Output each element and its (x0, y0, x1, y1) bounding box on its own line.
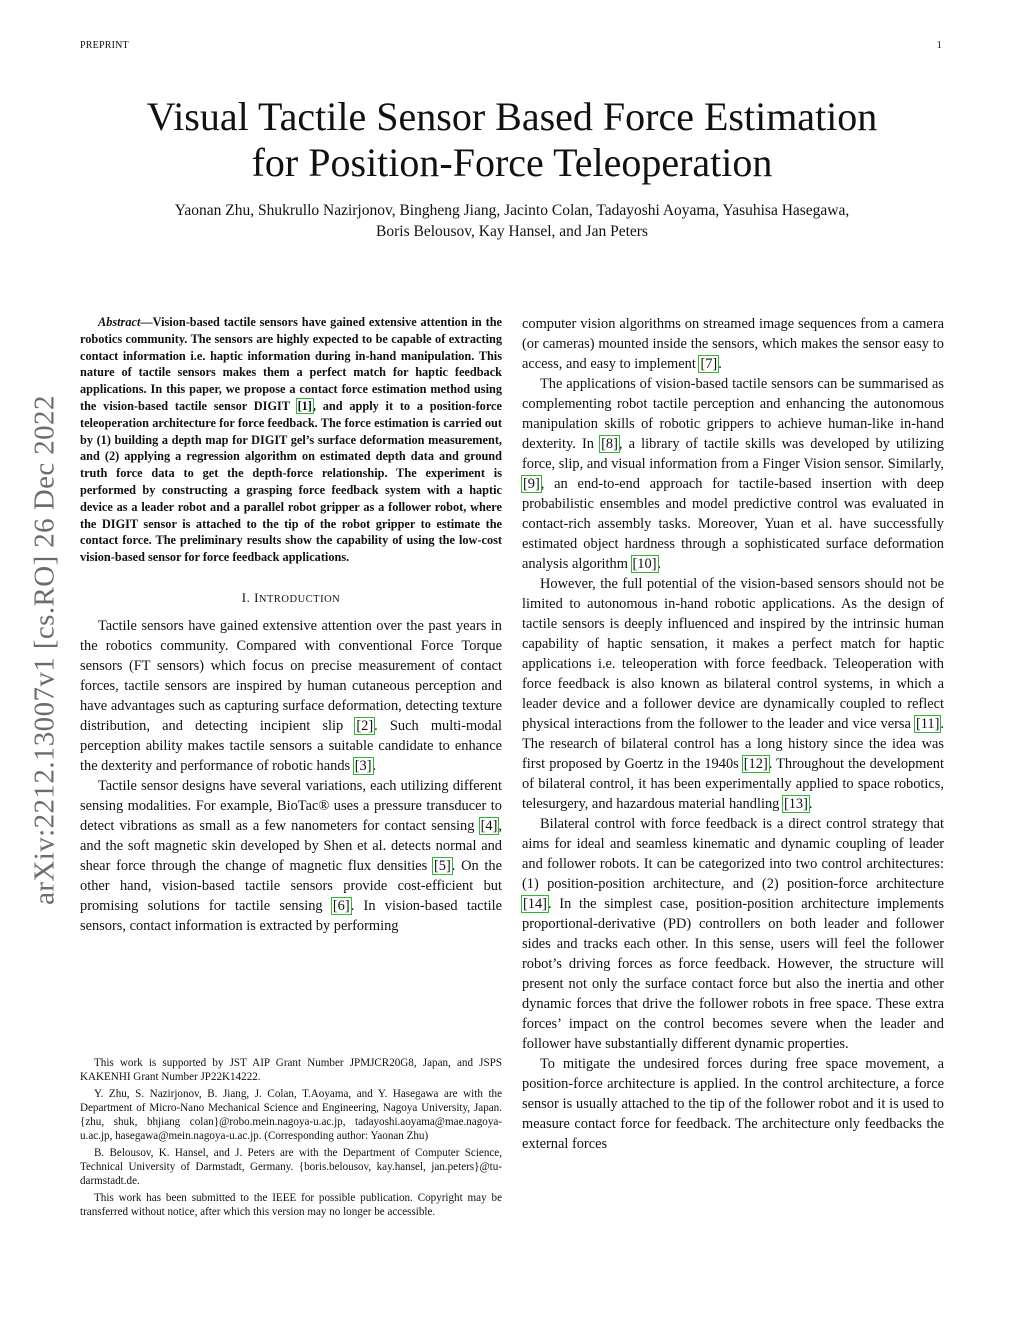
paragraph (522, 314, 944, 374)
citation-link[interactable]: [1] (297, 398, 312, 413)
title-line-2: for Position-Force Teleoperation (251, 140, 773, 185)
footnotes (80, 1056, 502, 1222)
text-run: . In the simplest case, position-position architecture implements proportional-derivative (PD) controllers on both leader and follower sides and tracks each other. In this sense, users will feel the follower robot’s driving forces as force feedback. However, the structure will present not only the surface contact force but also the inertia and other dynamic forces that drive the follower robots in free space. These extra forces’ impact on the control becomes severe when the leader and follower have substantially different dynamic properties. (522, 896, 944, 1052)
footnote-affiliation-nagoya: Y. Zhu, S. Nazirjonov, B. Jiang, J. Colan, T.Aoyama, and Y. Hasegawa are with the Department of Micro-Nano Mechanical Science and Engineering, Nagoya University, Japan. {zhu, shuk, bhjiang colan}@robo.mein.nagoya-u.ac.jp, tadayoshi.aoyama@mae.nagoya-u.ac.jp, hasegawa@mein.nagoya-u.ac.jp. (Corresponding author: Yaonan Zhu) (80, 1088, 502, 1142)
abstract-text-b: , and apply it to a position-force teleoperation architecture for force feedback. The force estimation is carried out by (1) building a depth map for DIGIT gel’s surface deformation measurement, and (2) applying a regression algorithm on estimated depth data and ground truth force data to get the depth-force relationship. The experiment is performed by constructing a grasping force feedback system with a haptic device as a leader robot and a parallel robot gripper as a follower robot, where the DIGIT sensor is attached to the tip of the robot gripper to estimate the contact force. The preliminary results show the capability of using the low-cost vision-based sensor for force feedback applications. (80, 398, 502, 565)
author-list (80, 200, 944, 242)
paragraph (522, 374, 944, 574)
citation-link[interactable]: [11] (915, 716, 940, 732)
text-run: Bilateral control with force feedback is a direct control strategy that aims for ideal and seamless kinematic and dynamic coupling of leader and follower robots. It can be categorized into two control architectures: (1) position-position architecture, and (2) position-force architecture (522, 816, 944, 892)
section-numeral: I. (241, 589, 255, 605)
citation-link[interactable]: [6] (332, 897, 350, 914)
paragraph (522, 574, 944, 814)
citation-link[interactable]: [2] (356, 717, 374, 734)
title-line-1: Visual Tactile Sensor Based Force Estimation (146, 94, 878, 139)
abstract-text-a: Vision-based tactile sensors have gained extensive attention in the robotics community. The sensors are highly expected to be capable of extracting contact information i.e. haptic information during in-hand manipulation. This nature of tactile sensors makes them a perfect match for haptic feedback applications. In this paper, we propose a contact force estimation method using the vision-based tactile sensor DIGIT (80, 315, 502, 413)
footnote-affiliation-darmstadt: B. Belousov, K. Hansel, and J. Peters are with the Department of Computer Science, Technical University of Darmstadt, Germany. {boris.belousov, kay.hansel, jan.peters}@tu-darmstadt.de. (80, 1147, 502, 1187)
citation-link[interactable]: [13] (783, 796, 808, 812)
citation-link[interactable]: [3] (354, 757, 372, 774)
citation-link[interactable]: [12] (743, 756, 768, 772)
text-run: . Throughout the development of bilateral control, it has been experimentally applied to space robotics, telesurgery, and hazardous material handling (522, 756, 944, 812)
footnote-ieee-notice: This work has been submitted to the IEEE for possible publication. Copyright may be transferred without notice, after which this version may no longer be accessible. (80, 1192, 502, 1218)
section-title-rest: NTRODUCTION (258, 593, 341, 605)
running-header: PREPRINT (80, 40, 129, 51)
citation-link[interactable]: [14] (523, 896, 547, 912)
text-run: To mitigate the undesired forces during free space movement, a position-force architecture is applied. In the control architecture, a force sensor is usually attached to the tip of the follower robot and it is used to measure contact force for feedback. The architecture only feedbacks the external forces (522, 1056, 944, 1152)
text-run: Tactile sensor designs have several variations, each utilizing different sensing modalities. For example, BioTac® uses a pressure transducer to detect vibrations as small as a few nanometers for contact sensing (80, 777, 502, 834)
abstract-text (80, 314, 502, 566)
section-heading-introduction (80, 590, 502, 606)
text-run: . (808, 796, 813, 812)
citation-link[interactable]: [5] (433, 857, 451, 874)
text-run: . Such multi-modal perception ability makes tactile sensors a suitable candidate to enhance the dexterity and performance of robotic hands (80, 717, 502, 774)
abstract-label: Abstract (98, 315, 141, 329)
arxiv-side-stamp (25, 350, 65, 950)
text-run: . The research of bilateral control has a long history since the idea was first proposed by Goertz in the 1940s (522, 716, 944, 772)
text-run: . (372, 757, 377, 774)
abstract (80, 314, 502, 566)
page-number: 1 (936, 40, 942, 51)
citation-link[interactable]: [8] (601, 436, 618, 452)
text-run: , a library of tactile skills was developed by utilizing force, slip, and visual information from a Finger Vision sensor. Similarly, (522, 436, 944, 472)
abstract-dash: — (140, 315, 153, 329)
paragraph (80, 616, 502, 776)
text-run: computer vision algorithms on streamed image sequences from a camera (or cameras) mounted inside the sensors, which makes the sensor easy to access, and easy to implement (522, 316, 944, 372)
citation-link[interactable]: [10] (632, 556, 657, 572)
text-run: , an end-to-end approach for tactile-based insertion with deep probabilistic ensembles and model predictive control was evaluated in contact-rich assembly tasks. Moreover, Yuan et al. have successfully estimated object hardness through a sophisticated surface deformation analysis algorithm (522, 476, 944, 572)
arxiv-identifier: arXiv:2212.13007v1 [cs.RO] 26 Dec 2022 (28, 395, 61, 905)
citation-link[interactable]: [4] (480, 817, 498, 834)
text-run: The applications of vision-based tactile sensors can be summarised as complementing robot tactile perception and enhancing the autonomous manipulation skills of robotic grippers to achieve human-like in-hand dexterity. In (522, 376, 944, 452)
paragraph (522, 814, 944, 1054)
paragraph (80, 776, 502, 936)
paragraph (522, 1054, 944, 1154)
text-run: . (657, 556, 662, 572)
paper-title (80, 94, 944, 186)
citation-link[interactable]: [9] (523, 476, 540, 492)
section-initial: I (254, 589, 259, 605)
right-column (522, 314, 944, 1154)
citation-link[interactable]: [7] (700, 356, 718, 372)
text-run: , and the soft magnetic skin developed by Shen et al. detects normal and shear force through the change of magnetic flux densities (80, 817, 502, 874)
text-run: Tactile sensors have gained extensive attention over the past years in the robotics community. Compared with conventional Force Torque sensors (FT sensors) which focus on precise measurement of contact forces, tactile sensors are inspired by human cutaneous perception and have advantages such as capturing surface deformation, detecting texture distribution, and detecting incipient slip (80, 617, 502, 734)
text-run: However, the full potential of the vision-based sensors should not be limited to autonomous in-hand robotic applications. As the design of tactile sensors is deeply influenced and inspired by the intrinsic human capability of haptic sensation, it makes a perfect match for haptic applications i.e. teleoperation with force feedback. Teleoperation with force feedback is also known as bilateral control systems, in which a leader device and a follower device are dynamically coupled to reflect physical interactions from the follower to the leader and vice versa (522, 576, 944, 732)
left-column (80, 314, 502, 936)
text-run: . On the other hand, vision-based tactile sensors provide cost-efficient but promising solutions for tactile sensing (80, 857, 502, 914)
footnote-funding: This work is supported by JST AIP Grant Number JPMJCR20G8, Japan, and JSPS KAKENHI Grant Number JP22K14222. (80, 1057, 502, 1083)
text-run: . In vision-based tactile sensors, contact information is extracted by performing (80, 897, 502, 934)
text-run: . (718, 356, 722, 372)
intro-body (80, 616, 502, 936)
authors-line-2: Boris Belousov, Kay Hansel, and Jan Peters (376, 223, 648, 240)
authors-line-1: Yaonan Zhu, Shukrullo Nazirjonov, Bingheng Jiang, Jacinto Colan, Tadayoshi Aoyama, Yasuhisa Hasegawa, (174, 202, 850, 219)
